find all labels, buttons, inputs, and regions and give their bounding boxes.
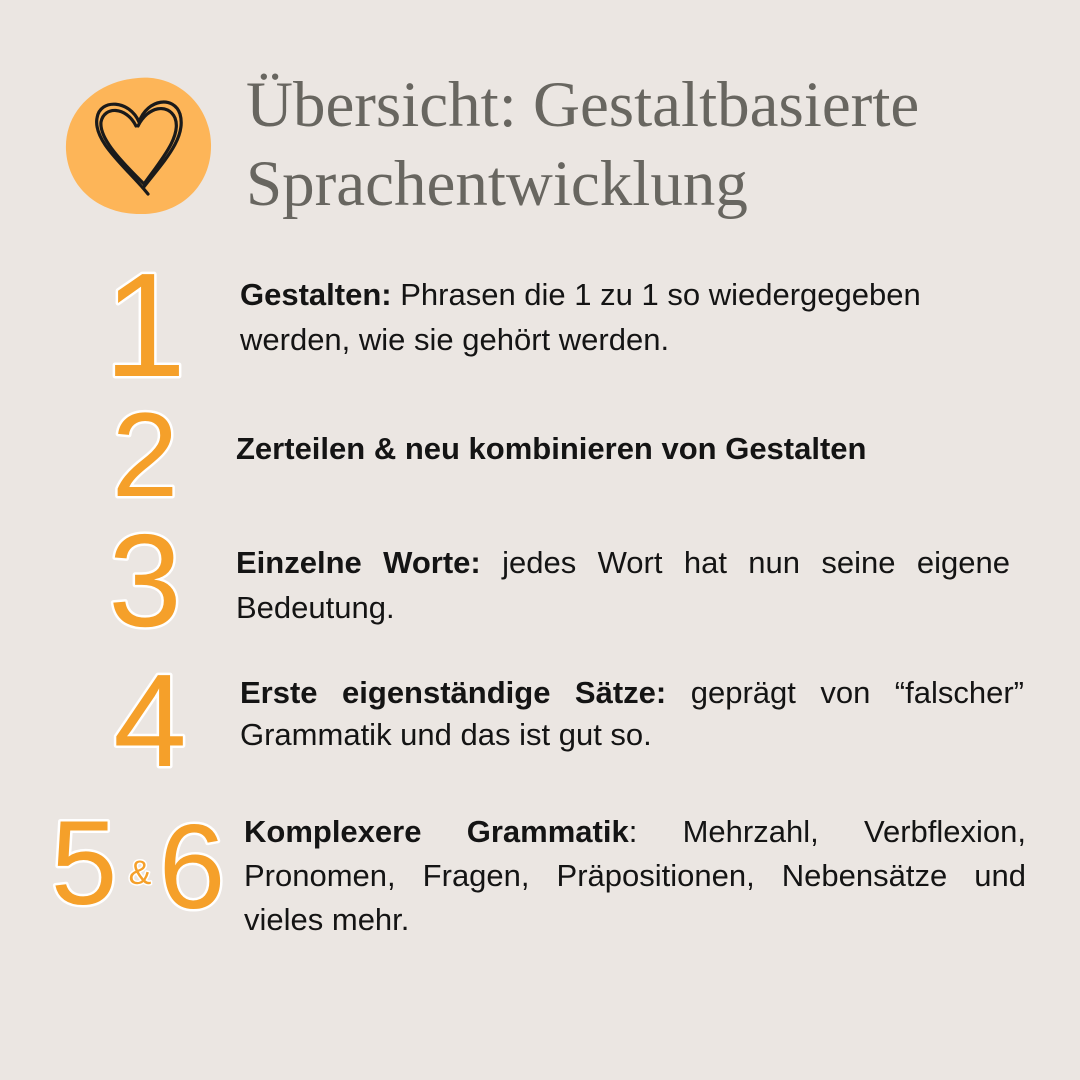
step-5-6-heading: Komplexere Grammatik [244,814,629,849]
step-3-text [236,540,1010,630]
step-number-6-digit: 6 [158,800,226,934]
step-1-text [240,272,1020,362]
step-number-3 [95,507,205,654]
title-line-1: Übersicht: Gestaltbasierte [246,69,920,141]
page-title [246,66,1046,224]
step-number-2-digit: 2 [111,388,179,522]
step-number-3-digit: 3 [108,507,182,654]
heart-icon [64,74,214,216]
step-number-1 [95,243,205,408]
title-line-2: Sprachentwicklung [246,148,748,220]
step-number-5-6 [36,796,236,934]
step-2-text [236,426,1036,471]
step-number-4-digit: 4 [113,647,187,794]
step-number-4 [100,647,210,794]
step-1-description: Phrasen die 1 zu 1 so wiedergegeben werden, wie sie gehört werden. [240,277,921,357]
step-5-6-description: : Mehrzahl, Verbflexion, Pronomen, Fragen, Präpositionen, Nebensätze und vieles mehr. [244,814,1026,937]
step-number-ampersand: & [128,854,152,892]
heart-logo [64,74,214,216]
step-3-heading: Einzelne Worte: [236,545,481,580]
step-4-text [240,672,1024,756]
step-4-heading: Erste eigenständige Sätze: [240,675,667,710]
step-number-1-digit: 1 [103,243,187,408]
step-4-description: geprägt von “falscher” Grammatik und das ist gut so. [240,675,1024,752]
step-2-heading: Zerteilen & neu kombinieren von Gestalten [236,431,867,466]
step-3-description: jedes Wort hat nun seine eigene Bedeutung. [236,545,1010,625]
step-number-2 [95,388,205,522]
step-1-heading: Gestalten: [240,277,392,312]
step-5-6-text [244,810,1026,942]
step-number-5-digit: 5 [50,796,118,930]
